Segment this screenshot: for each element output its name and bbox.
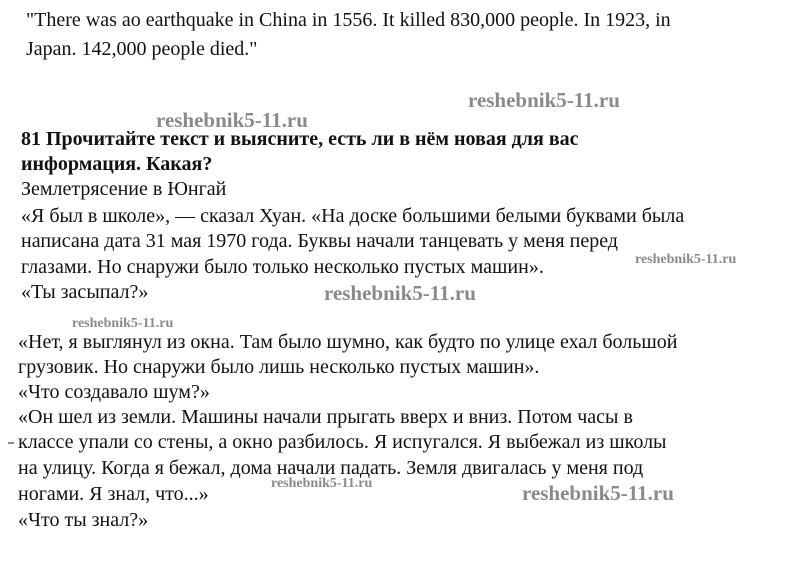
watermark: reshebnik5-11.ru [468,88,620,112]
quote-line-1: "There was ao earthquake in China in 1556. It killed 830,000 people. In 1923, in [26,9,671,31]
paragraph-line: «Нет, я выглянул из окна. Там было шумно, как будто по улице ехал большой [18,331,678,353]
watermark: reshebnik5-11.ru [522,481,674,505]
quote-line-2: Japan. 142,000 people died." [26,38,258,60]
paragraph-line: классе упали со стены, а окно разбилось. Я испугался. Я выбежал из школы [18,431,667,453]
watermark: reshebnik5-11.ru [324,281,476,305]
watermark: reshebnik5-11.ru [635,252,737,267]
watermark: reshebnik5-11.ru [72,316,174,331]
paragraph-line: написана дата 31 мая 1970 года. Буквы начали танцевать у меня перед [21,230,618,252]
exercise-heading-line-1: 81 Прочитайте текст и выясните, есть ли в нём новая для вас [21,128,579,150]
text-title: Землетрясение в Юнгай [21,178,227,200]
watermark: reshebnik5-11.ru [271,476,373,491]
paragraph-line: ногами. Я знал, что...» [18,483,209,505]
paragraph-line: «Я был в школе», — сказал Хуан. «На доске большими белыми буквами была [21,205,685,227]
paragraph-line: «Что ты знал?» [18,509,149,531]
watermark: reshebnik5-11.ru [156,108,308,132]
margin-dash [8,442,14,444]
exercise-heading-line-2: информация. Какая? [21,153,213,175]
paragraph-line: глазами. Но снаружи было только несколько пустых машин». [21,256,544,278]
paragraph-line: «Что создавало шум?» [18,381,210,403]
paragraph-line: на улицу. Когда я бежал, дома начали падать. Земля двигалась у меня под [18,457,644,479]
paragraph-line: «Он шел из земли. Машины начали прыгать вверх и вниз. Потом часы в [18,406,633,428]
paragraph-line: «Ты засыпал?» [21,281,149,303]
paragraph-line: грузовик. Но снаружи было лишь несколько пустых машин». [18,356,540,378]
